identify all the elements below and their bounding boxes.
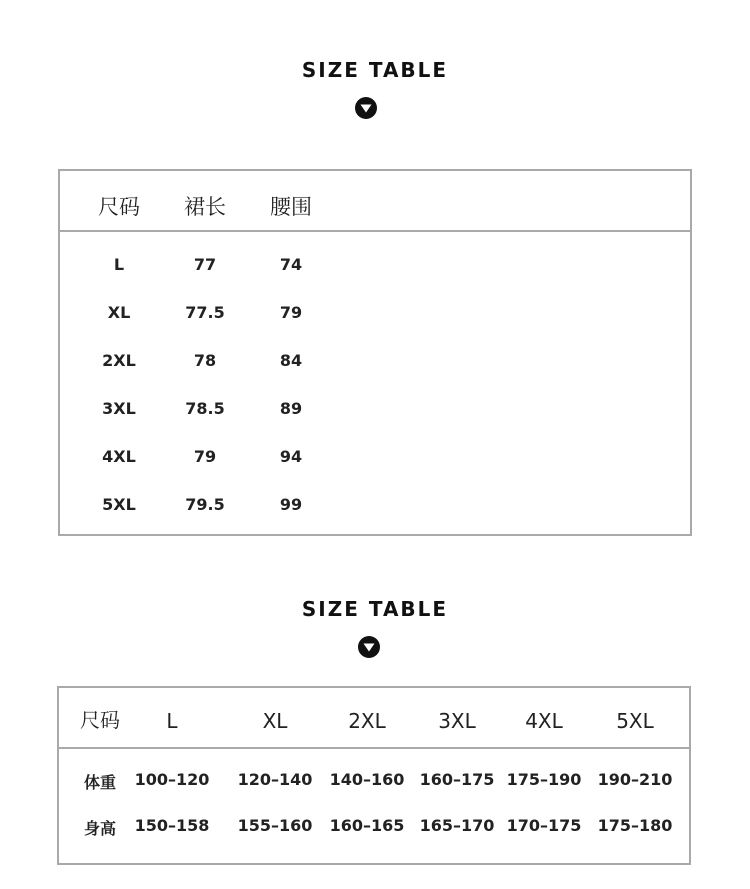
cell-size: 2XL [102,351,136,370]
cell-waist: 84 [279,351,303,370]
section1-title: SIZE TABLE [301,58,449,82]
header-size-2xl: 2XL [348,709,386,733]
header-size-5xl: 5XL [616,709,654,733]
row-label: 体重 [83,773,117,792]
table-cell: 140–160 [329,770,405,789]
table-cell: 100–120 [134,770,210,789]
cell-skirt-length: 77.5 [185,303,225,322]
header-divider [59,747,689,749]
cell-skirt-length: 78.5 [185,399,225,418]
size-table-2 [57,686,691,865]
table-cell: 190–210 [597,770,673,789]
table-cell: 175–180 [597,816,673,835]
cell-skirt-length: 77 [193,255,217,274]
cell-waist: 94 [279,447,303,466]
header-size-4xl: 4XL [525,709,563,733]
cell-size: 5XL [102,495,136,514]
cell-skirt-length: 79.5 [185,495,225,514]
table-cell: 150–158 [134,816,210,835]
row-label: 身高 [83,819,117,838]
table-cell: 165–170 [419,816,495,835]
cell-skirt-length: 79 [193,447,217,466]
cell-waist: 74 [279,255,303,274]
table-cell: 175–190 [506,770,582,789]
size-table-1 [58,169,692,536]
header-size-3xl: 3XL [438,709,476,733]
cell-skirt-length: 78 [193,351,217,370]
header-skirt-length: 裙长 [184,195,226,219]
cell-size: XL [107,303,131,322]
corner-size-label: 尺码 [80,708,120,732]
header-size-l: L [166,709,178,733]
section2-title: SIZE TABLE [301,597,449,621]
cell-size: 3XL [102,399,136,418]
header-size-xl: XL [262,709,288,733]
table-cell: 170–175 [506,816,582,835]
table-cell: 120–140 [237,770,313,789]
chevron-down-circle-icon [354,96,378,120]
table-cell: 160–175 [419,770,495,789]
chevron-down-circle-icon [357,635,381,659]
cell-waist: 99 [279,495,303,514]
cell-size: 4XL [102,447,136,466]
cell-waist: 79 [279,303,303,322]
cell-size: L [113,255,125,274]
cell-waist: 89 [279,399,303,418]
table-cell: 160–165 [329,816,405,835]
header-divider [60,230,690,232]
table-cell: 155–160 [237,816,313,835]
header-size: 尺码 [98,195,140,219]
header-waist: 腰围 [270,195,312,219]
